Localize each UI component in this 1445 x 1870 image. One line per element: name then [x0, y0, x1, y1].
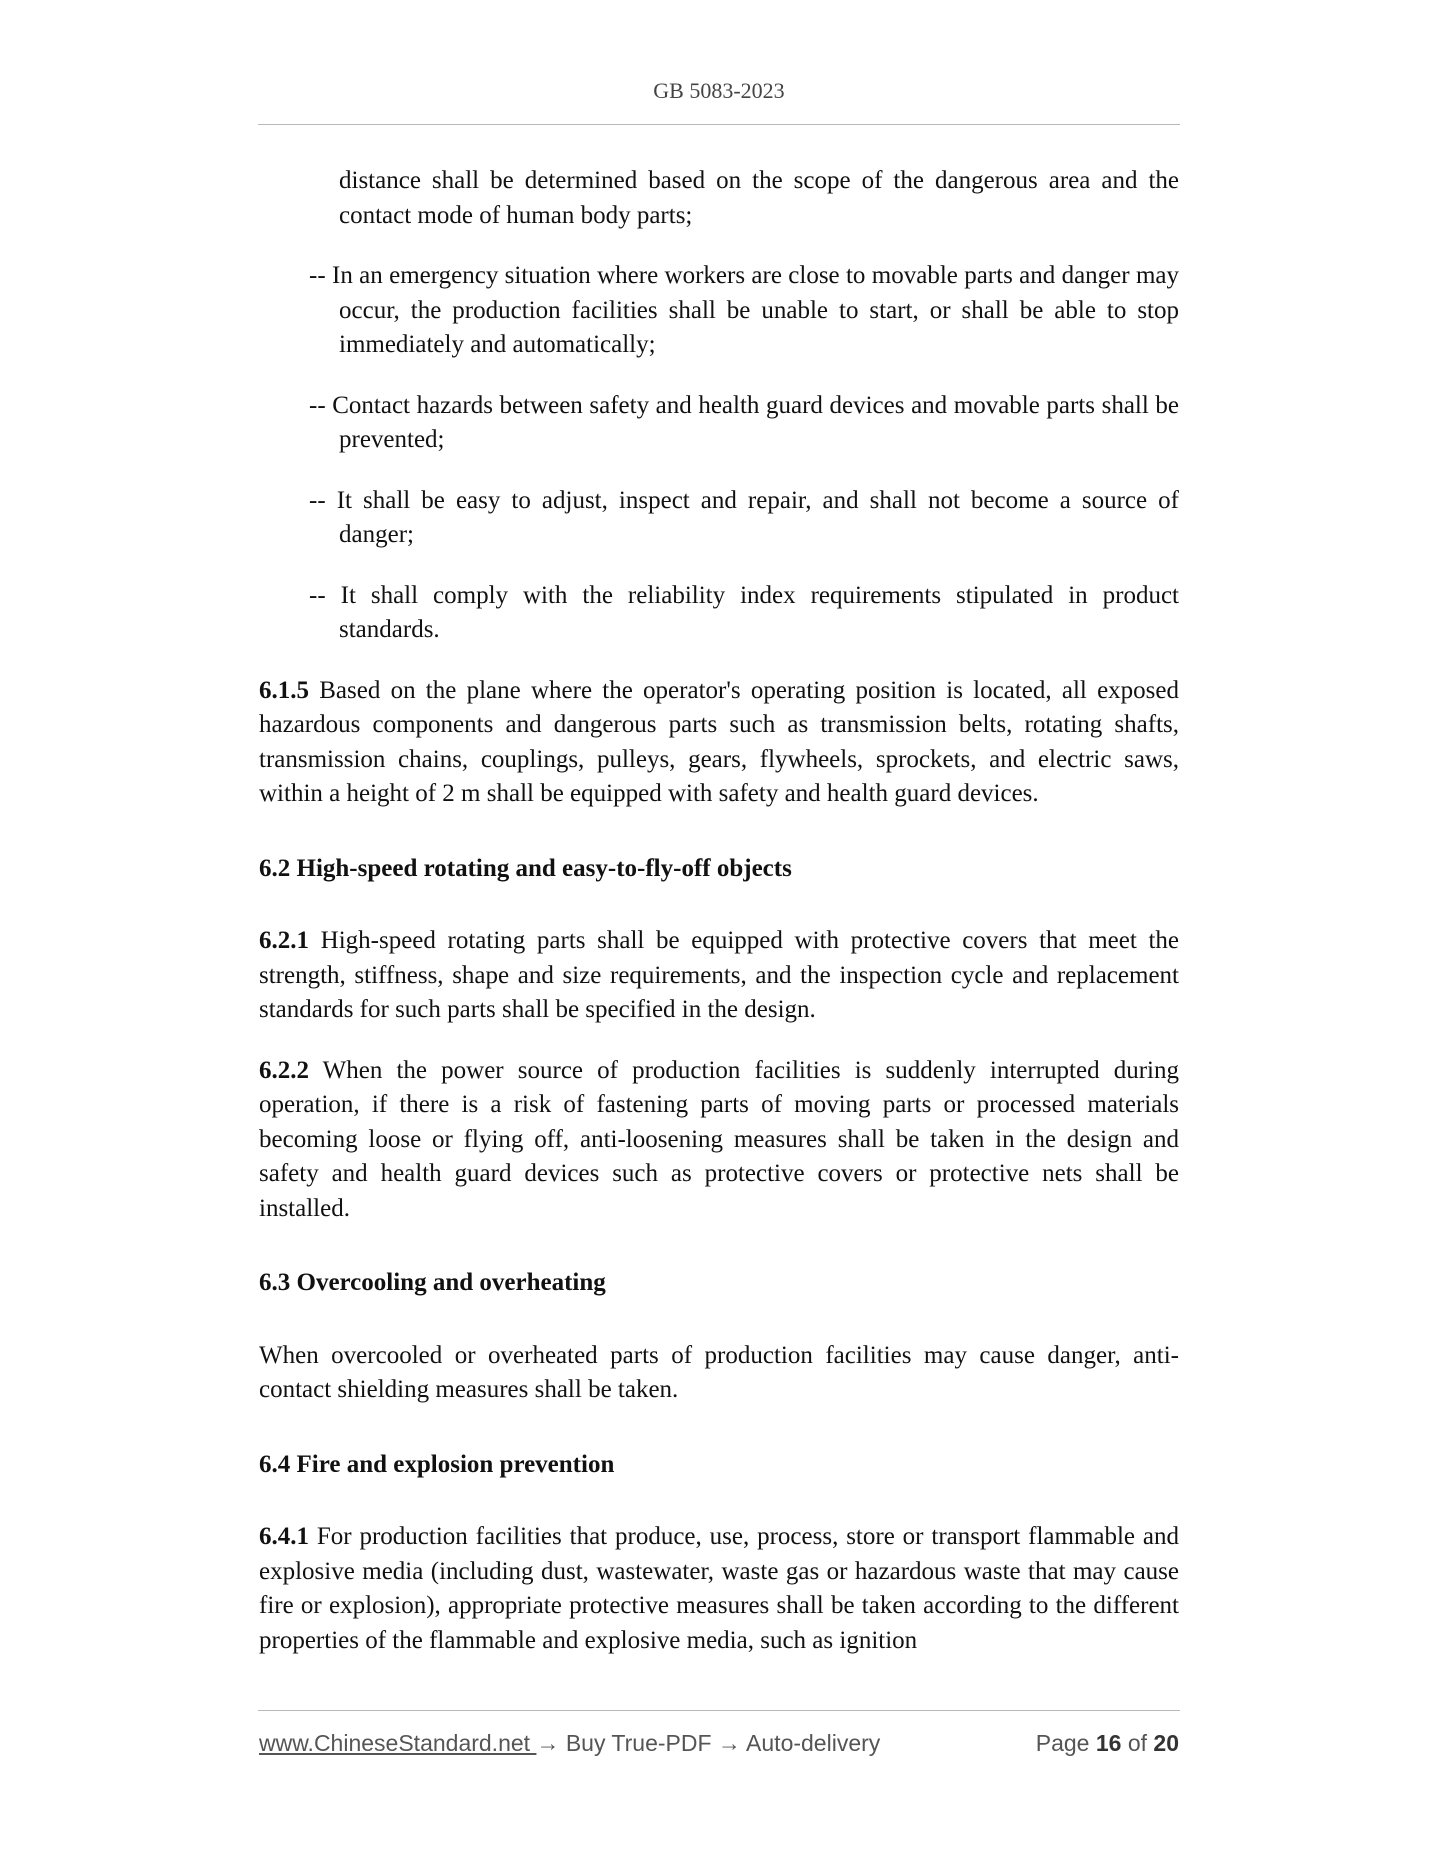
arrow-right-icon: → — [717, 1730, 741, 1756]
section-heading-6-2: 6.2 High-speed rotating and easy-to-fly-off objects — [259, 854, 792, 882]
paragraph-6-3: When overcooled or overheated parts of production facilities may cause danger, anti-contact shielding measures shall be taken. — [259, 1341, 1179, 1403]
website-link[interactable]: www.ChineseStandard.net — [259, 1730, 537, 1756]
page-header: GB 5083-2023 — [653, 78, 785, 103]
clause-6-4-1 — [259, 1520, 1179, 1658]
section-heading-6-4: 6.4 Fire and explosion prevention — [259, 1450, 615, 1478]
page-label: Page — [1035, 1730, 1090, 1756]
bullet-item: -- It shall comply with the reliability index requirements stipulated in product standards. — [309, 581, 1179, 643]
buy-pdf-text: Buy True-PDF — [559, 1730, 718, 1756]
page-footer — [259, 1730, 1179, 1764]
total-page-number: 20 — [1153, 1730, 1179, 1756]
clause-number: 6.4.1 — [259, 1523, 309, 1550]
clause-number: 6.2.1 — [259, 927, 309, 954]
page-counter — [1036, 1730, 1179, 1757]
arrow-right-icon: → — [536, 1730, 560, 1756]
bullet-item: -- Contact hazards between safety and health guard devices and movable parts shall be prevented; — [309, 391, 1179, 453]
clause-number: 6.1.5 — [259, 676, 309, 704]
clause-text: When the power source of production facilities is suddenly interrupted during operation, if there is a risk of fastening parts of moving parts or processed materials becoming loose or flying off, anti-loosening measures shall be taken in the design and safety and health guard devices such as protective covers or protective nets shall be installed. — [259, 1056, 1179, 1222]
of-label: of — [1127, 1730, 1148, 1756]
clause-6-2-2 — [259, 1054, 1179, 1227]
clause-number: 6.2.2 — [259, 1056, 309, 1084]
footer-divider — [258, 1710, 1180, 1711]
clause-text: High-speed rotating parts shall be equipped with protective covers that meet the strength, stiffness, shape and size requirements, and the inspection cycle and replacement standards for such parts shall be specified in the design. — [259, 927, 1179, 1023]
header-divider — [258, 124, 1180, 125]
current-page-number: 16 — [1095, 1730, 1122, 1756]
page-content — [259, 164, 1179, 1658]
clause-text: Based on the plane where the operator's operating position is located, all exposed hazardous components and dangerous parts such as transmission belts, rotating shafts, transmission chains, couplings, pulleys, gears, flywheels, sprockets, and electric saws, within a height of 2 m shall be equipped with safety and health guard devices. — [259, 676, 1179, 807]
bullet-item: -- It shall be easy to adjust, inspect and repair, and shall not become a source of danger; — [309, 486, 1179, 548]
continued-bullet-text: distance shall be determined based on the scope of the dangerous area and the contact mode of human body parts; — [339, 167, 1179, 229]
clause-text: For production facilities that produce, use, process, store or transport flammable and explosive media (including dust, wastewater, waste gas or hazardous waste that may cause fire or explosion), appropriate protective measures shall be taken according to the different properties of the flammable and explosive media, such as ignition — [259, 1523, 1179, 1654]
auto-delivery-text: Auto-delivery — [740, 1730, 881, 1756]
clause-6-2-1 — [259, 924, 1179, 1028]
footer-promo — [259, 1730, 880, 1757]
bullet-item: -- In an emergency situation where workers are close to movable parts and danger may occur, the production facilities shall be unable to start, or shall be able to stop immediately and automatically; — [309, 262, 1179, 358]
clause-6-1-5 — [259, 674, 1179, 812]
section-heading-6-3: 6.3 Overcooling and overheating — [259, 1269, 606, 1296]
